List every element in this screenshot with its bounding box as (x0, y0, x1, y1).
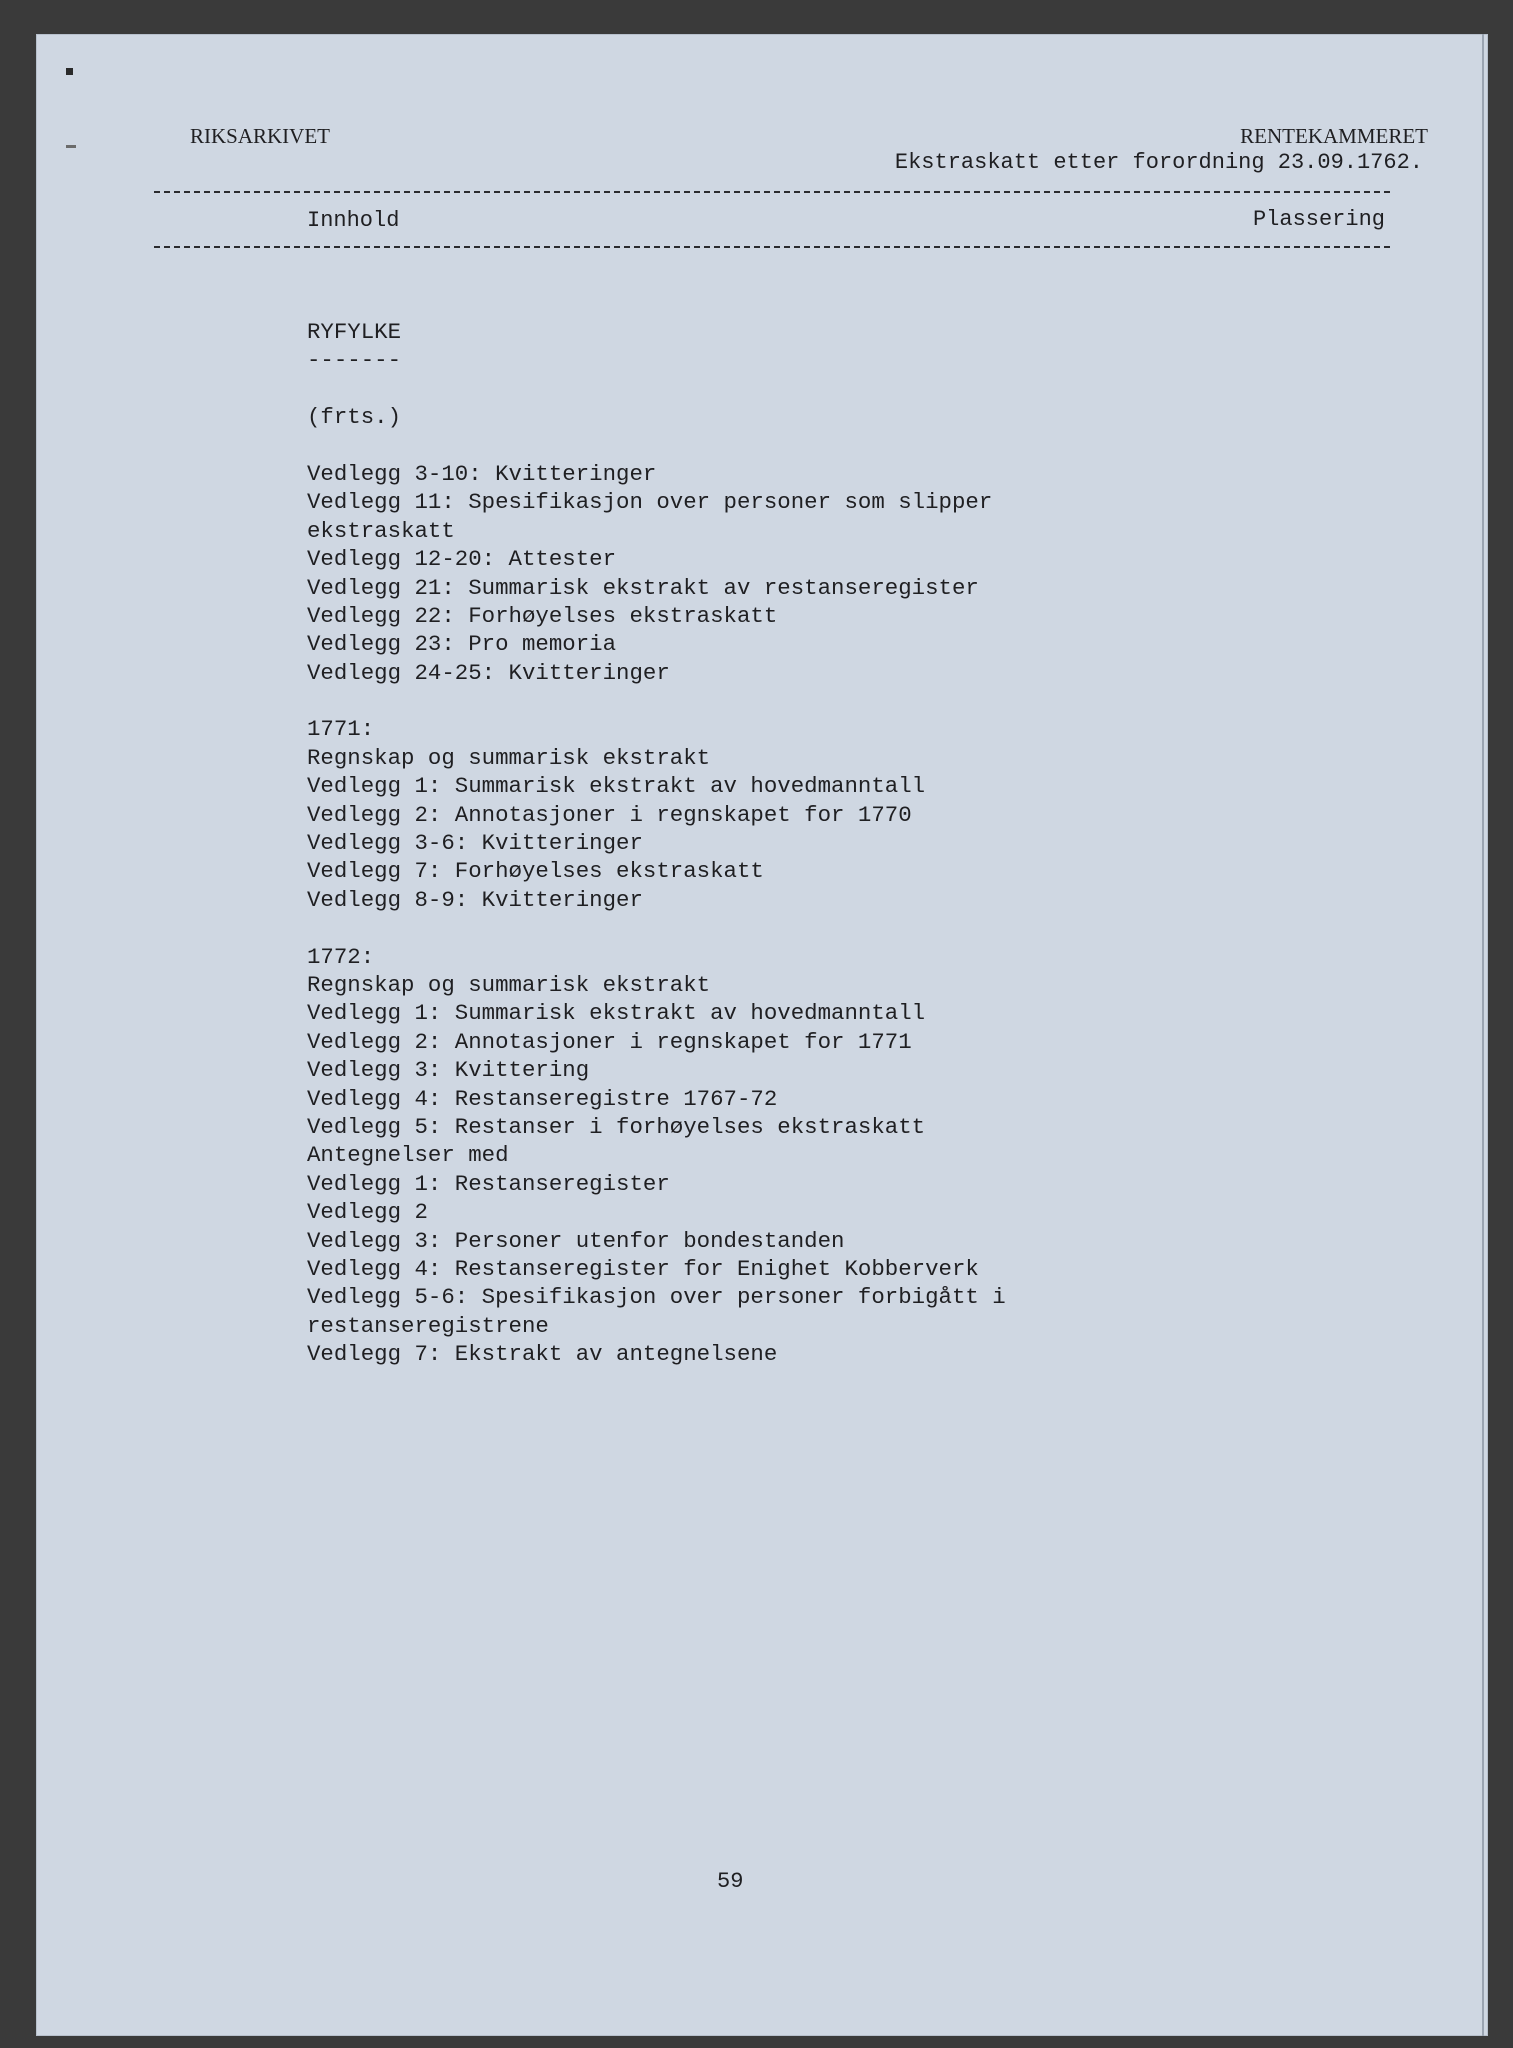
text-line: Vedlegg 24-25: Kvitteringer (307, 659, 670, 686)
text-line: Regnskap og summarisk ekstrakt (307, 971, 711, 998)
text-line: Antegnelser med (307, 1142, 509, 1169)
archive-name: RIKSARKIVET (190, 124, 330, 148)
department-name: RENTEKAMMERET (1240, 124, 1428, 148)
text-line: Vedlegg 23: Pro memoria (307, 631, 617, 658)
text-line: Vedlegg 4: Restanseregister for Enighet Kobberverk (307, 1255, 979, 1282)
text-line: Vedlegg 2: Annotasjoner i regnskapet for 1771 (307, 1028, 912, 1055)
text-line: Vedlegg 3: Personer utenfor bondestanden (307, 1227, 845, 1254)
stray-mark (66, 145, 76, 148)
header-rule-top (154, 191, 1390, 193)
text-line: ekstraskatt (307, 517, 455, 544)
page-number: 59 (717, 1869, 744, 1894)
column-header-location: Plassering (1252, 207, 1385, 232)
punch-mark (66, 68, 73, 75)
page-edge (1482, 34, 1484, 2036)
text-line: Vedlegg 1: Summarisk ekstrakt av hovedmanntall (307, 1000, 926, 1027)
text-line: restanseregistrene (307, 1312, 549, 1339)
text-line: RYFYLKE (307, 319, 402, 345)
text-line: Vedlegg 5: Restanser i forhøyelses ekstraskatt (307, 1113, 926, 1140)
text-line: Vedlegg 12-20: Attester (307, 546, 617, 573)
text-line: (frts.) (307, 404, 402, 431)
text-line: Vedlegg 7: Forhøyelses ekstraskatt (307, 858, 764, 885)
text-line: Vedlegg 11: Spesifikasjon over personer som slipper (307, 489, 993, 516)
text-line: Vedlegg 7: Ekstrakt av antegnelsene (307, 1341, 778, 1368)
text-line: Vedlegg 1: Summarisk ekstrakt av hovedmanntall (307, 773, 926, 800)
text-line (270, 432, 1006, 460)
text-line (270, 375, 1006, 403)
text-line: Vedlegg 4: Restanseregistre 1767-72 (307, 1085, 778, 1112)
text-line: ------- (307, 347, 402, 374)
text-line: Vedlegg 5-6: Spesifikasjon over personer forbigått i (307, 1284, 1006, 1311)
text-line: Vedlegg 2: Annotasjoner i regnskapet for 1770 (307, 801, 912, 828)
document-subtitle: Ekstraskatt etter forordning 23.09.1762. (894, 150, 1423, 175)
text-line: Vedlegg 21: Summarisk ekstrakt av restanseregister (307, 574, 979, 601)
text-line: 1771: (307, 716, 375, 743)
column-header-contents: Innhold (307, 208, 400, 233)
text-line (270, 687, 1006, 715)
text-line: Regnskap og summarisk ekstrakt (307, 744, 711, 771)
contents-list (270, 318, 1006, 1368)
text-line: Vedlegg 3: Kvittering (307, 1057, 590, 1084)
text-line (270, 914, 1006, 942)
text-line: Vedlegg 3-10: Kvitteringer (307, 460, 657, 487)
text-line: Vedlegg 22: Forhøyelses ekstraskatt (307, 602, 778, 629)
text-line: Vedlegg 8-9: Kvitteringer (307, 886, 643, 913)
text-line: Vedlegg 3-6: Kvitteringer (307, 830, 643, 857)
text-line: 1772: (307, 943, 375, 970)
text-line: Vedlegg 2 (307, 1199, 428, 1226)
header-rule-bottom (154, 246, 1390, 248)
text-line: Vedlegg 1: Restanseregister (307, 1170, 670, 1197)
